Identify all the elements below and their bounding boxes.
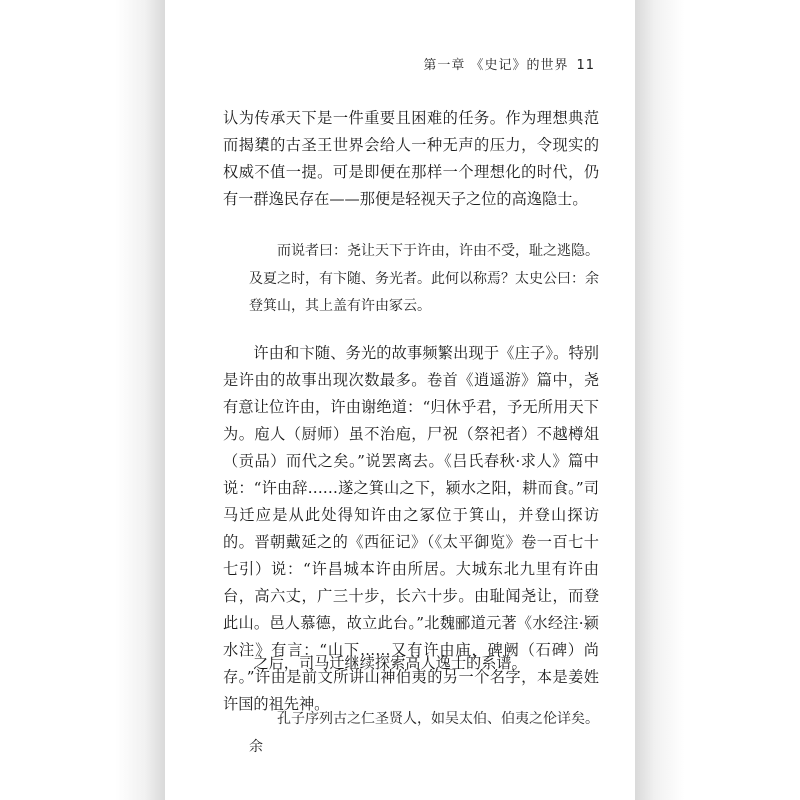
book-page — [165, 0, 635, 800]
page-shadow-right — [635, 0, 800, 800]
block-quote-1: 而说者曰：尧让天下于许由，许由不受，耻之逃隐。及夏之时，有卞随、务光者。此何以称焉？太史公曰：余登箕山，其上盖有许由冢云。 — [249, 243, 599, 314]
paragraph-2: 许由和卞随、务光的故事频繁出现于《庄子》。特别是许由的故事出现次数最多。卷首《逍遥游》篇中，尧有意让位许由，许由谢绝道：“归休乎君，予无所用天下为。庖人（厨师）虽不治庖，尸祝（祭祀者）不越樽俎（贡品）而代之矣。”说罢离去。《吕氏春秋·求人》篇中说：“许由辞……遂之箕山之下，颍水之阳，耕而食。”司马迁应是从此处得知许由之冢位于箕山，并登山探访的。晋朝戴延之的《西征记》（《太平御览》卷一百七十七引）说：“许昌城本许由所居。大城东北九里有许由台，高六丈，广三十步，长六十步。由耻闻尧让，而登此山。邑人慕德，故立此台。”北魏郦道元著《水经注·颍水注》有言：“山下……又有许由庙，碑阙（石碑）尚存。”许由是前文所讲山神伯夷的另一个名字，本是姜姓许国的祖先神。 — [223, 344, 599, 713]
page-shadow-left — [0, 0, 165, 800]
paragraph-1: 认为传承天下是一件重要且困难的任务。作为理想典范而揭橥的古圣王世界会给人一种无声的压力，令现实的权威不值一提。可是即便在那样一个理想化的时代，仍有一群逸民存在——那便是轻视天子之位的高逸隐士。 — [223, 109, 599, 208]
paragraph-3: 之后，司马迁继续探索高人逸士的系谱。 — [253, 654, 527, 672]
block-quote-2: 孔子序列古之仁圣贤人，如吴太伯、伯夷之伦详矣。余 — [249, 711, 599, 755]
page-number: 11 — [576, 58, 595, 73]
running-head — [423, 54, 595, 73]
chapter-title: 第一章 《史记》的世界 — [423, 58, 569, 73]
